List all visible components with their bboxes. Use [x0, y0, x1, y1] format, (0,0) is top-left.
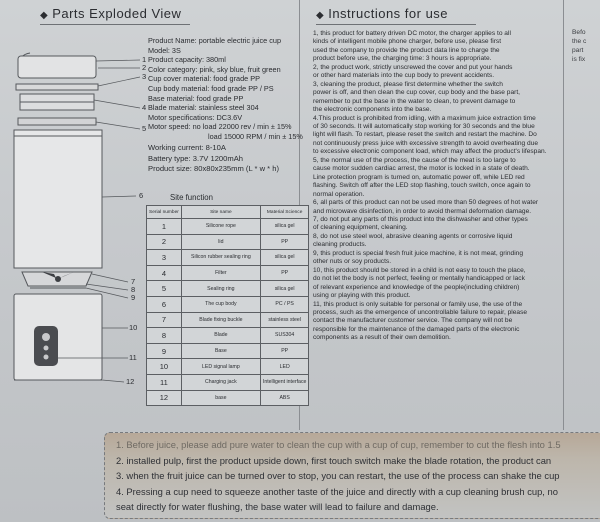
column-header: Serial number	[147, 206, 182, 219]
product-specs-secondary	[148, 143, 279, 175]
instruction-line: 10, this product should be stored in a child is not easy to touch the place,	[313, 266, 526, 274]
spec-line: Motor specifications: DC3.6V	[148, 112, 243, 122]
instruction-line: used the company to provide the product data line to charge the	[313, 46, 500, 54]
next-page-edge-text	[572, 28, 586, 64]
instruction-line: product before use, the charging time: 3 hours is appropriate.	[313, 55, 492, 63]
instruction-line: power is off, and then clean the cup cover, cup body and the base part,	[313, 89, 520, 97]
serial-cell: 4	[147, 265, 182, 281]
instruction-line: process, such as the emergence of uncontrollable failure to repair, please	[313, 308, 528, 316]
callout-9: 9	[131, 293, 136, 302]
spec-line: Cup body material: food grade PP / PS	[148, 83, 274, 93]
callout-12: 12	[126, 377, 135, 386]
edge-line: is fix	[572, 56, 586, 63]
site-function-table	[146, 205, 309, 406]
instruction-line: 8, do not use steel wool, abrasive cleaning agents or corrosive liquid	[313, 232, 513, 240]
table-row	[147, 265, 309, 281]
table-row	[147, 312, 309, 328]
instruction-line: using or playing with this product.	[313, 292, 411, 300]
site-function-title: Site function	[170, 193, 213, 202]
instruction-line: 9, this product is special fresh fruit juice machine, it is not meat, grinding	[313, 249, 523, 257]
instruction-line: Line protection program is turned on, automatic power off, while LED red	[313, 173, 525, 181]
instruction-line: normal operation.	[313, 190, 365, 198]
name-cell: Sealing ring	[181, 281, 260, 297]
instruction-line: 7, do not put any parts of this product into the dishwasher and other types	[313, 215, 528, 223]
note-line: 2. installed pulp, first the product upside down, first touch switch make the blade rotation, the product can	[116, 454, 552, 466]
spec-line: Product Name: portable electric juice cup	[148, 36, 282, 45]
instruction-line: cleaning products.	[313, 241, 367, 249]
material-cell: silica gel	[260, 219, 309, 235]
column-header: Material Science	[260, 206, 309, 219]
instructions-heading-rule	[316, 24, 476, 25]
callout-6: 6	[139, 191, 144, 200]
name-cell: base	[181, 390, 260, 406]
parts-heading-rule	[40, 24, 190, 25]
name-cell: Blade	[181, 328, 260, 344]
instruction-line: the electronic components into the base.	[313, 106, 432, 114]
edge-line: the c	[572, 38, 587, 45]
instruction-line: responsible for the maintenance of the damaged parts of the electronic	[313, 325, 520, 333]
instruction-line: light will flash. To restart, please reset the switch and restart the machine. Do	[313, 131, 537, 139]
callout-5: 5	[142, 124, 147, 133]
material-cell: stainless steel	[260, 312, 309, 328]
material-cell: PP	[260, 343, 309, 359]
callout-11: 11	[129, 353, 137, 362]
callout-8: 8	[131, 285, 136, 294]
table-row	[147, 374, 309, 390]
table-row	[147, 296, 309, 312]
callout-7: 7	[131, 277, 136, 286]
table-row	[147, 281, 309, 297]
callout-2: 2	[142, 63, 147, 72]
serial-cell: 2	[147, 234, 182, 250]
instruction-line: of 30 seconds. It will automatically stop working for 30 seconds and the blue	[313, 122, 535, 130]
instruction-line: not continuously press juice with excessive strength to avoid overheating due	[313, 139, 539, 147]
material-cell: PC / PS	[260, 296, 309, 312]
serial-cell: 11	[147, 374, 182, 390]
spec-line: Product size: 80x80x235mm (L * w * h)	[148, 164, 279, 174]
cup-exploded-drawing	[0, 26, 150, 396]
spec-line: load 15000 RPM / min ± 15%	[208, 131, 303, 141]
instruction-line: 11, this product is only suitable for personal or family use, the use of the	[313, 300, 523, 308]
instruction-line: flashing. Switch off after the LED stop flashing, touch switch, once again to	[313, 182, 531, 190]
serial-cell: 10	[147, 359, 182, 375]
spec-line: Product capacity: 380ml	[148, 55, 226, 65]
serial-cell: 6	[147, 296, 182, 312]
name-cell: Charging jack	[181, 374, 260, 390]
serial-cell: 7	[147, 312, 182, 328]
note-line: 3. when the fruit juice can be turned over to stop, you can restart, the use of the process can shake the cup	[116, 470, 560, 481]
name-cell: lid	[181, 234, 260, 250]
spec-line: Cup cover material: food grade PP	[148, 74, 260, 84]
edge-line: Befo	[572, 29, 586, 36]
table-row	[147, 343, 309, 359]
instruction-line: contact the manufacturer customer service. The company will not be	[313, 317, 513, 325]
table-row	[147, 219, 309, 235]
instruction-line: of relevant experience and knowledge of the people(including children)	[313, 283, 520, 291]
instruction-line: or other hard materials into the cup body to prevent accidents.	[313, 72, 495, 80]
instructions-text	[313, 30, 591, 343]
material-cell: PP	[260, 265, 309, 281]
serial-cell: 8	[147, 328, 182, 344]
note-line: 4. Pressing a cup need to squeeze another taste of the juice and directly with a cup cleaning brush cup, no	[116, 485, 558, 497]
table-row	[147, 328, 309, 344]
material-cell: ABS	[260, 390, 309, 406]
instruction-line: and microwave disinfection, in order to avoid thermal deformation damage.	[313, 207, 532, 215]
instruction-line: 3, cleaning the product, please first determine whether the switch	[313, 80, 503, 88]
spec-line: Model: 3S	[148, 45, 181, 55]
table-row	[147, 390, 309, 406]
material-cell: silica gel	[260, 250, 309, 266]
instruction-line: do not let the body is not perfect, feeling or mentally handicapped or lack	[313, 275, 525, 283]
instruction-line: 2, the product work, strictly unscrewed the cover and put your hands	[313, 63, 513, 71]
table-row	[147, 250, 309, 266]
note-line: seat directly for water flushing, the base water will lead to failure and damage.	[116, 501, 439, 512]
notes-text	[116, 437, 561, 515]
instruction-line: cause motor sudden cardiac arrest, the motor is locked in a state of death.	[313, 165, 530, 173]
serial-cell: 9	[147, 343, 182, 359]
spec-line: Color category: pink, sky blue, fruit green	[148, 64, 281, 74]
instruction-line: kinds of intelligent mobile phone charger, before use, please first	[313, 38, 502, 46]
serial-cell: 3	[147, 250, 182, 266]
instruction-line: 5, the normal use of the process, the cause of the meat is too large to	[313, 156, 516, 164]
serial-cell: 5	[147, 281, 182, 297]
name-cell: LED signal lamp	[181, 359, 260, 375]
name-cell: Silicone rope	[181, 219, 260, 235]
name-cell: The cup body	[181, 296, 260, 312]
name-cell: Silicon rubber sealing ring	[181, 250, 260, 266]
instruction-line: 1, this product for battery driven DC motor, the charger applies to all	[313, 30, 511, 37]
serial-cell: 1	[147, 219, 182, 235]
instruction-line: other nuts or soy products.	[313, 258, 392, 266]
instructions-heading: ◆ Instructions for use	[316, 6, 449, 21]
note-line: 1. Before juice, please add pure water to clean the cup with a cup of cup, remember to cut the flesh into 1.5	[116, 439, 561, 450]
instruction-line: to excessive electronic component load, which may affect the product's lifespan.	[313, 148, 547, 156]
instruction-line: 6, all parts of this product can not be used more than 50 degrees of hot water	[313, 199, 539, 207]
material-cell: Intelligent interface	[260, 374, 309, 390]
material-cell: PP	[260, 234, 309, 250]
instruction-line: of cleaning equipment, cleaning.	[313, 224, 408, 232]
table-header-row	[147, 206, 309, 219]
spec-line: Working current: 8-10A	[148, 143, 226, 152]
spec-line: Base material: food grade PP	[148, 93, 244, 103]
material-cell: SUS304	[260, 328, 309, 344]
callout-1: 1	[142, 55, 147, 64]
material-cell: silica gel	[260, 281, 309, 297]
edge-line: part	[572, 47, 584, 54]
callout-10: 10	[129, 323, 138, 332]
instruction-line: remember to put the base in the water to clean, to prevent damage to	[313, 97, 516, 105]
material-cell: LED	[260, 359, 309, 375]
diamond-icon: ◆	[316, 10, 325, 21]
column-header: Site name	[181, 206, 260, 219]
instruction-line: 4.This product is prohibited from idling, with a maximum juice extraction time	[313, 114, 536, 122]
name-cell: Base	[181, 343, 260, 359]
name-cell: Blade fixing buckle	[181, 312, 260, 328]
parts-heading: ◆ Parts Exploded View	[40, 6, 182, 21]
spec-line: Motor speed: no load 22000 rev / min ± 15%	[148, 122, 292, 132]
spec-line: Blade material: stainless steel 304	[148, 103, 259, 113]
diamond-icon: ◆	[40, 10, 49, 21]
table-row	[147, 234, 309, 250]
callout-3: 3	[142, 72, 147, 81]
spec-line: Battery type: 3.7V 1200mAh	[148, 153, 243, 163]
product-specs	[148, 36, 303, 142]
name-cell: Filter	[181, 265, 260, 281]
instruction-line: components as a result of their own demolition.	[313, 334, 451, 342]
callout-4: 4	[142, 103, 147, 112]
table-row	[147, 359, 309, 375]
serial-cell: 12	[147, 390, 182, 406]
